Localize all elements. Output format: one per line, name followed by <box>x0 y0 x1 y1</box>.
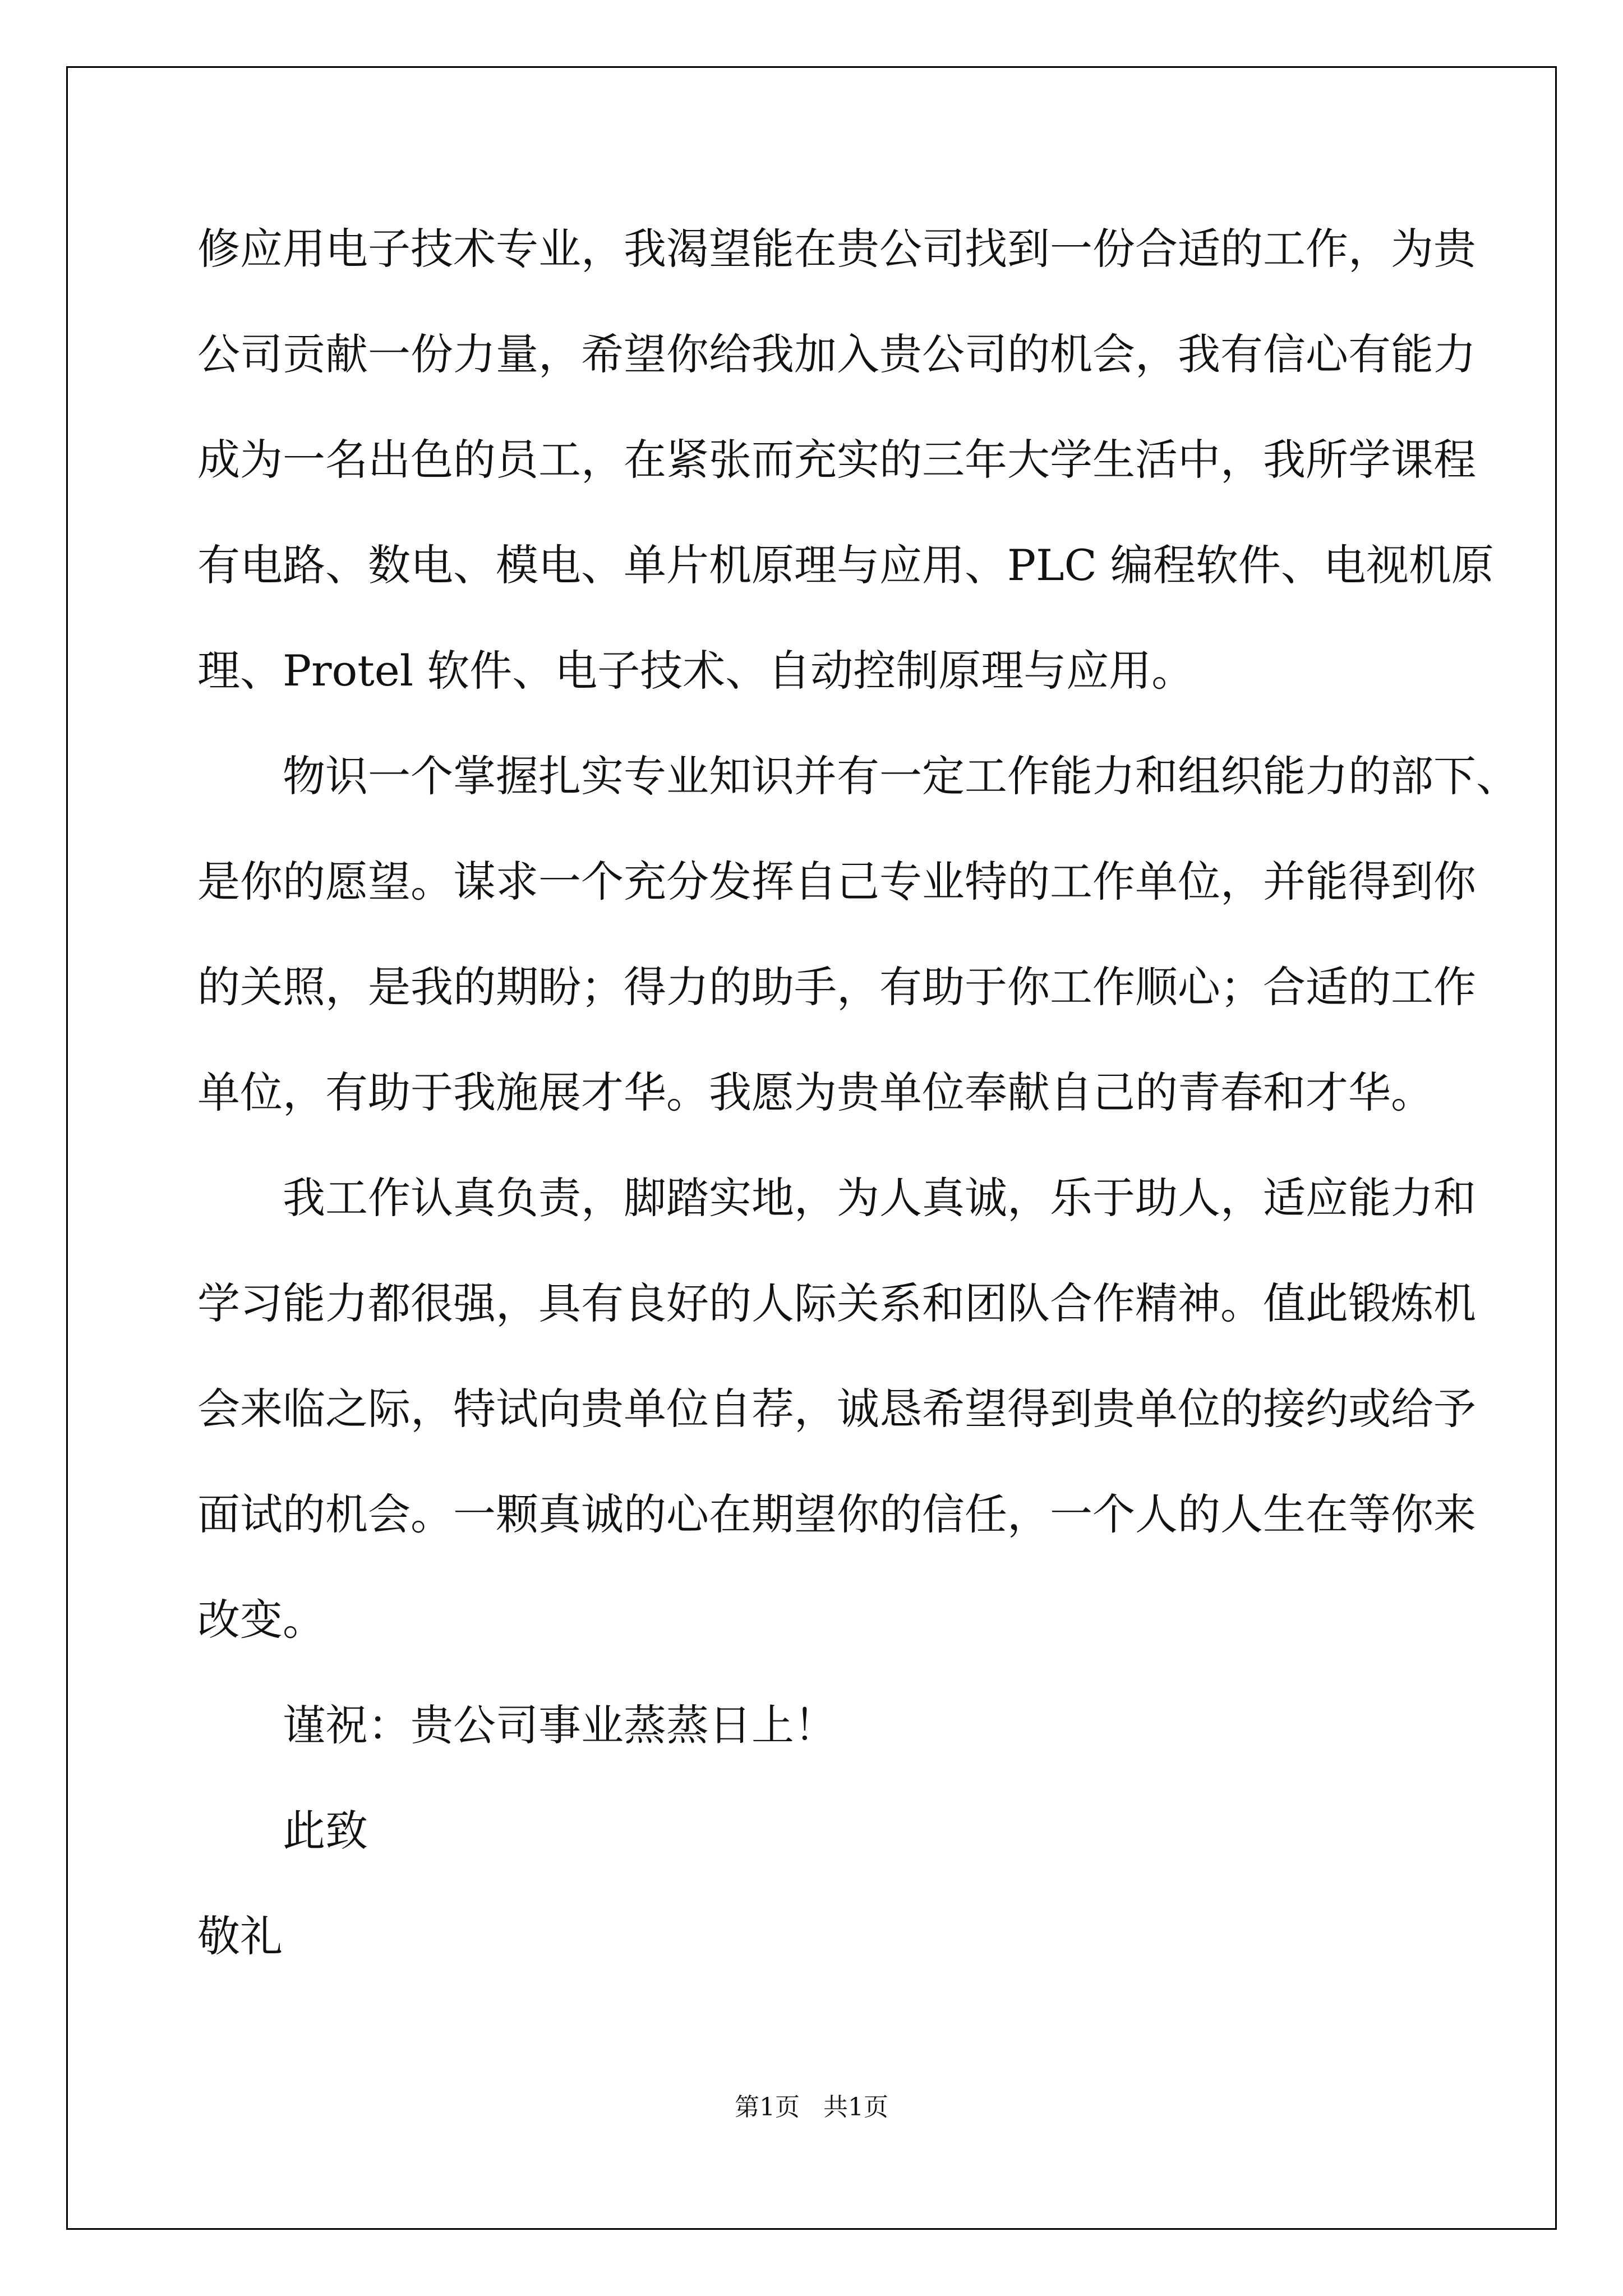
text-line: 的关照，是我的期盼；得力的助手，有助于你工作顺心；合适的工作 <box>197 962 1476 1012</box>
paragraph-start-line: 物识一个掌握扎实专业知识并有一定工作能力和组织能力的部下、 <box>283 751 1519 801</box>
closing-jingli: 敬礼 <box>197 1911 283 1961</box>
paragraph-start-line: 我工作认真负责，脚踏实地，为人真诚，乐于助人，适应能力和 <box>283 1173 1476 1223</box>
text-line: 单位，有助于我施展才华。我愿为贵单位奉献自己的青春和才华。 <box>197 1068 1433 1117</box>
text-line: 成为一名出色的员工，在紧张而充实的三年大学生活中，我所学课程 <box>197 435 1476 485</box>
text-line: 面试的机会。一颗真诚的心在期望你的信任，一个人的人生在等你来 <box>197 1489 1476 1539</box>
letter-body <box>197 196 1519 1989</box>
text-line: 修应用电子技术专业，我渴望能在贵公司找到一份合适的工作，为贵 <box>197 224 1476 274</box>
closing-cizhi: 此致 <box>283 1806 368 1856</box>
text-line: 改变。 <box>197 1595 325 1645</box>
text-line: 理、Protel 软件、电子技术、自动控制原理与应用。 <box>197 646 1195 696</box>
text-line: 公司贡献一份力量，希望你给我加入贵公司的机会，我有信心有能力 <box>197 329 1476 379</box>
text-line: 会来临之际，特试向贵单位自荐，诚恳希望得到贵单位的接约或给予 <box>197 1384 1476 1434</box>
text-line: 是你的愿望。谋求一个充分发挥自己专业特的工作单位，并能得到你 <box>197 857 1476 907</box>
closing-wish: 谨祝：贵公司事业蒸蒸日上！ <box>283 1700 837 1750</box>
text-line: 学习能力都很强，具有良好的人际关系和团队合作精神。值此锻炼机 <box>197 1278 1476 1328</box>
text-line: 有电路、数电、模电、单片机原理与应用、PLC 编程软件、电视机原 <box>197 540 1494 590</box>
page-number-footer: 第1页 共1页 <box>735 2093 888 2122</box>
